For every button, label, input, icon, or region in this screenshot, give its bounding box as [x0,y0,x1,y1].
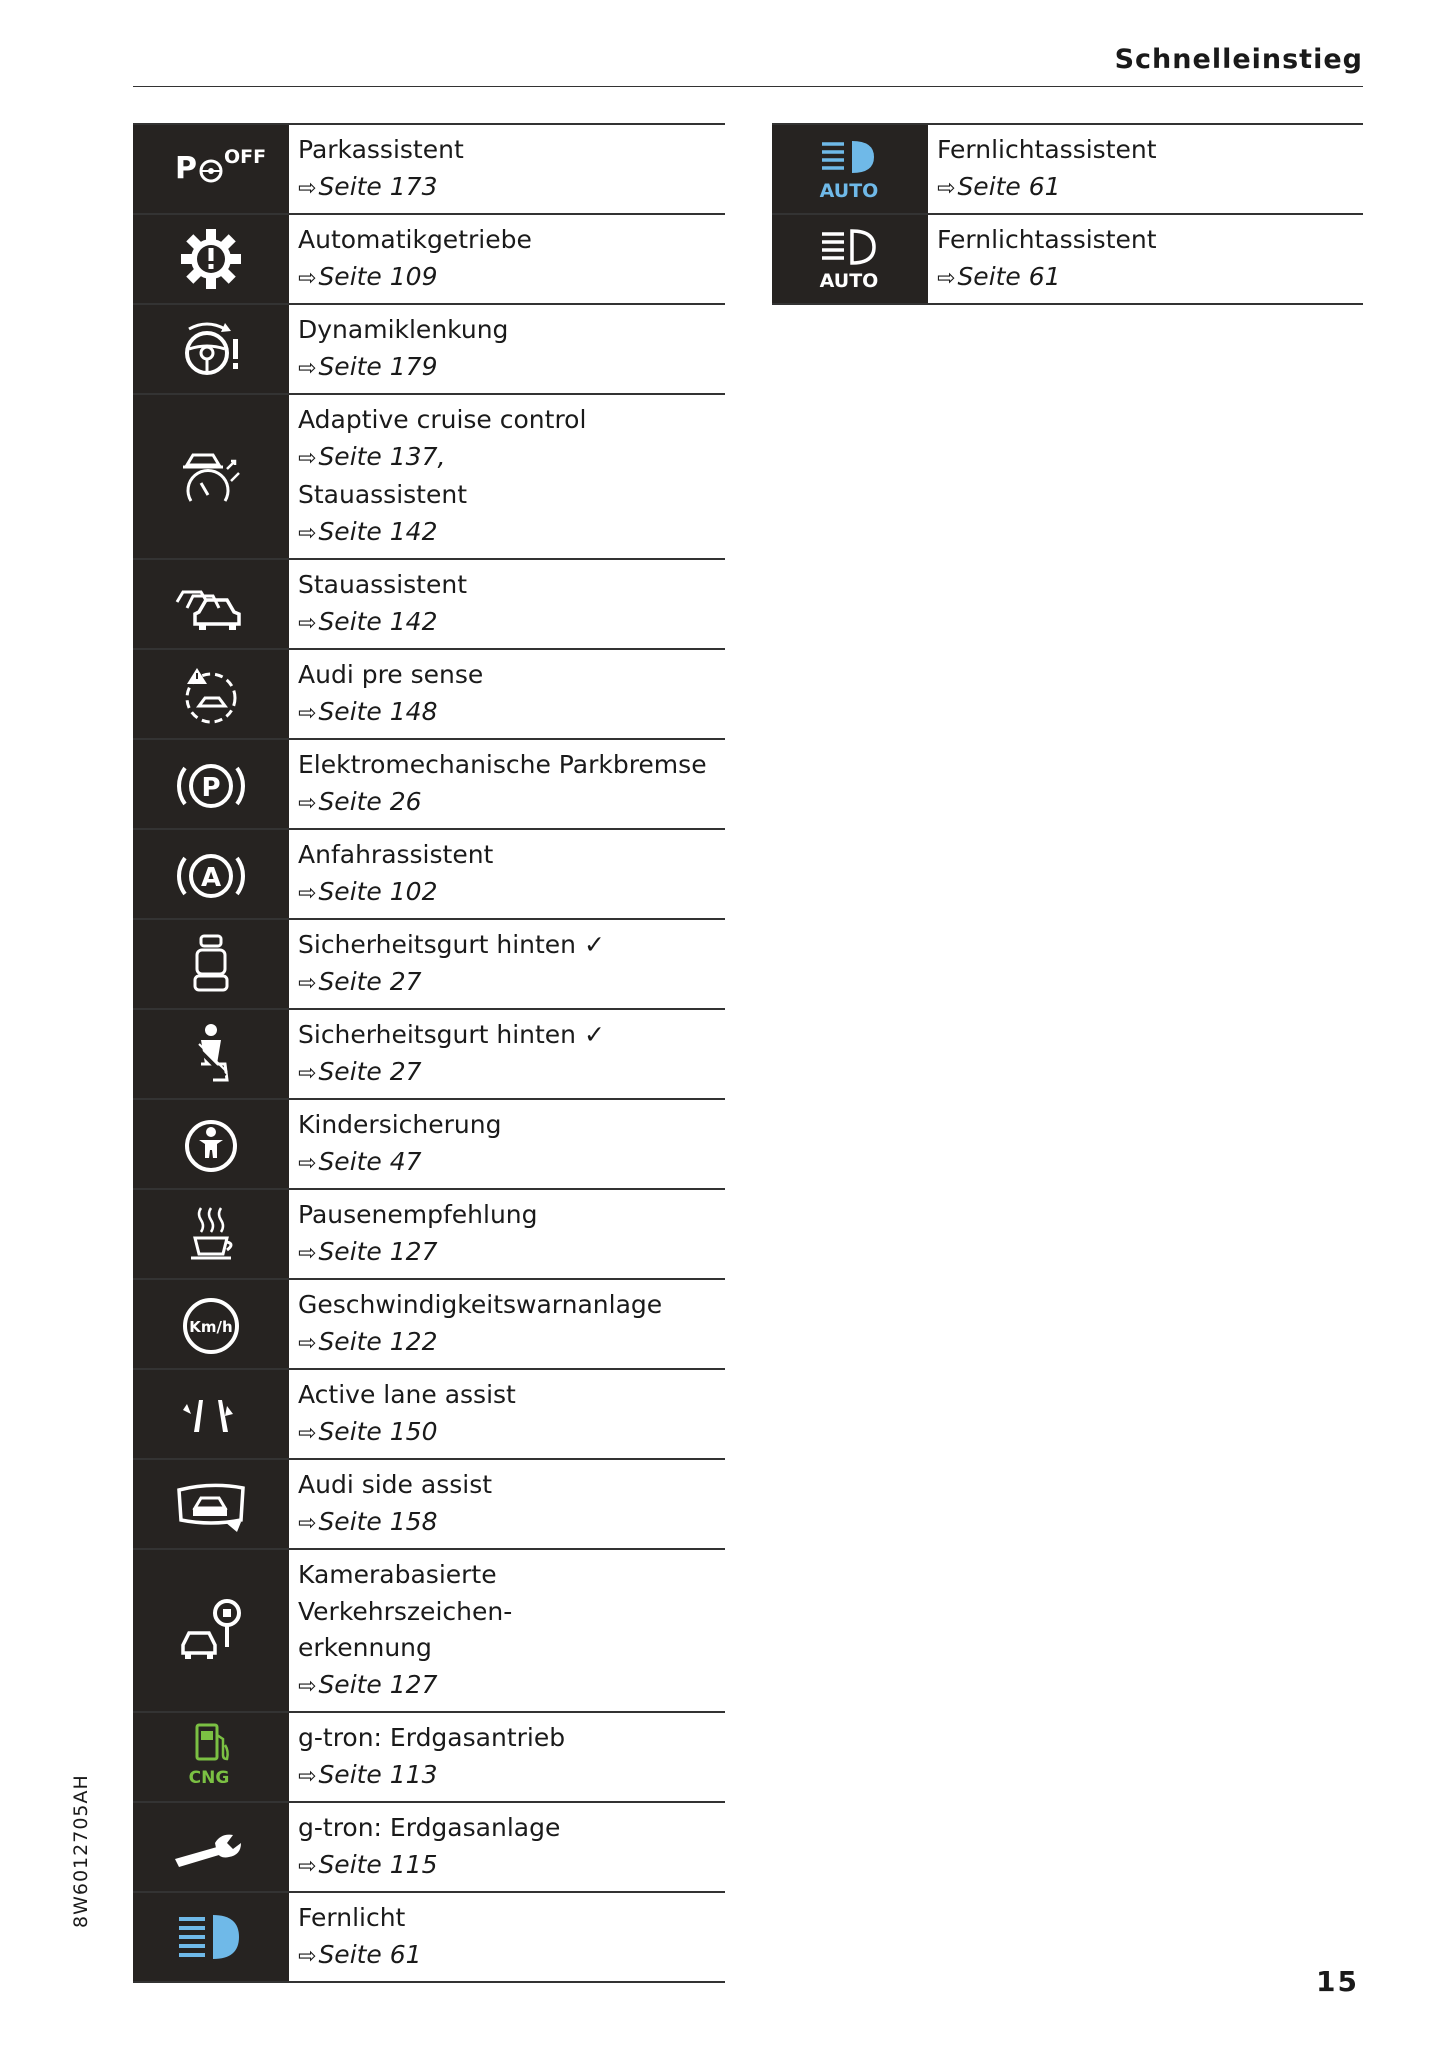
indicator-row [133,1550,725,1713]
high-beam-auto-white-icon [800,219,900,299]
indicator-icon-cell [133,1280,289,1368]
indicator-description [289,1370,524,1458]
indicator-description [289,215,540,303]
indicator-label: Kindersicherung [298,1110,502,1139]
page-reference-text: Seite 158 [318,1506,438,1536]
indicator-row [133,1010,725,1100]
page-reference-text: Seite 27 [318,1056,422,1086]
indicator-row [133,1803,725,1893]
page-reference[interactable] [298,1144,502,1183]
indicator-row [133,740,725,830]
arrow-right-icon: ⇨ [298,355,317,381]
indicator-label: Stauassistent [298,480,468,509]
indicator-icon-cell [133,305,289,393]
indicator-description [289,1190,546,1278]
cng-fuel-icon [161,1717,261,1797]
page-reference-text: Seite 127 [318,1236,438,1266]
arrow-right-icon: ⇨ [298,1240,317,1266]
high-beam-icon [161,1897,261,1977]
svg-text:Km/h: Km/h [189,1318,233,1336]
page-reference[interactable] [298,1234,538,1273]
indicator-label: Adaptive cruise control [298,405,587,434]
svg-text:A: A [200,863,222,893]
indicator-label: Parkassistent [298,135,464,164]
indicator-row [133,830,725,920]
indicator-description [289,650,491,738]
traffic-sign-icon [161,1591,261,1671]
arrow-right-icon: ⇨ [298,1853,317,1879]
indicator-icon-cell [133,1460,289,1548]
indicator-icon-cell [133,1010,289,1098]
arrow-right-icon: ⇨ [298,445,317,471]
page-reference[interactable] [298,784,707,823]
indicator-table-right [772,123,1363,305]
indicator-description [289,920,613,1008]
indicator-label: g-tron: Erdgasantrieb [298,1723,566,1752]
page-reference-text: Seite 142 [318,516,438,546]
page-number: 15 [1316,1965,1359,1998]
section-title: Schnelleinstieg [1114,44,1363,75]
page-reference-text: Seite 179 [318,351,438,381]
indicator-icon-cell [133,1190,289,1278]
page-reference-text: Seite 61 [318,1939,422,1969]
adaptive-cruise-icon [161,437,261,517]
page-reference[interactable] [298,1504,492,1543]
indicator-row [133,1280,725,1370]
indicator-description [289,305,516,393]
indicator-row [133,920,725,1010]
indicator-row [133,1893,725,1983]
indicator-icon-cell [133,740,289,828]
indicator-icon-cell [133,920,289,1008]
side-assist-icon [161,1464,261,1544]
arrow-right-icon: ⇨ [298,175,317,201]
indicator-icon-cell [133,1713,289,1801]
indicator-label: Geschwindigkeitswarnanlage [298,1290,663,1319]
indicator-row [772,125,1363,215]
indicator-row [133,395,725,560]
arrow-right-icon: ⇨ [298,1330,317,1356]
indicator-icon-cell [133,1100,289,1188]
arrow-right-icon: ⇨ [298,790,317,816]
lane-assist-icon [161,1374,261,1454]
page-reference[interactable] [298,1414,516,1453]
pre-sense-icon [161,654,261,734]
indicator-description [289,1550,725,1711]
indicator-icon-cell [772,125,928,213]
indicator-row [133,1190,725,1280]
indicator-label: Fernlichtassistent [937,225,1157,254]
hill-hold-icon [161,834,261,914]
indicator-label: Active lane assist [298,1380,516,1409]
page-reference[interactable] [937,259,1157,298]
indicator-label: Dynamiklenkung [298,315,509,344]
indicator-row [133,1460,725,1550]
high-beam-auto-blue-icon [800,129,900,209]
page-reference-text: Seite 26 [318,786,422,816]
page-reference-text: Seite 115 [318,1849,438,1879]
indicator-icon-cell [133,1550,289,1711]
rear-seat-icon [161,924,261,1004]
indicator-description [289,125,472,213]
indicator-label: Stauassistent [298,570,468,599]
indicator-label: Fernlichtassistent [937,135,1157,164]
indicator-icon-cell [133,1893,289,1981]
arrow-right-icon: ⇨ [298,700,317,726]
svg-text:P: P [175,151,197,186]
arrow-right-icon: ⇨ [298,1943,317,1969]
icon-label: CNG [188,1768,230,1788]
indicator-icon-cell [133,560,289,648]
page-reference[interactable] [298,1937,422,1976]
page-reference-text: Seite 61 [957,261,1061,291]
document-code: 8W6012705AH [70,1774,92,1928]
page-reference-text: Seite 113 [318,1759,438,1789]
indicator-description [289,1010,613,1098]
indicator-row [133,125,725,215]
indicator-description [289,1280,670,1368]
page-reference[interactable] [298,439,586,478]
page-reference-text: Seite 137, [318,441,446,471]
dynamic-steering-icon [161,309,261,389]
seatbelt-icon [161,1014,261,1094]
indicator-label: Anfahrassistent [298,840,494,869]
page-reference[interactable] [298,964,605,1003]
arrow-right-icon: ⇨ [298,610,317,636]
svg-text:P: P [201,773,221,803]
parking-brake-icon [161,744,261,824]
arrow-right-icon: ⇨ [298,1673,317,1699]
indicator-icon-cell [133,395,289,558]
page-reference-text: Seite 102 [318,876,438,906]
indicator-icon-cell [133,125,289,213]
indicator-label: Audi side assist [298,1470,493,1499]
page-reference-text: Seite 142 [318,606,438,636]
page-reference-text: Seite 61 [957,171,1061,201]
gear-warning-icon [161,219,261,299]
indicator-row [133,560,725,650]
indicator-description [289,830,501,918]
indicator-icon-cell [133,1803,289,1891]
wrench-icon [161,1807,261,1887]
indicator-description [289,1713,573,1801]
page-reference[interactable] [298,514,586,553]
arrow-right-icon: ⇨ [298,970,317,996]
page-reference[interactable] [298,1757,565,1796]
indicator-description [928,125,1165,213]
indicator-label: g-tron: Erdgasanlage [298,1813,561,1842]
page-reference-text: Seite 173 [318,171,438,201]
page-reference-text: Seite 27 [318,966,422,996]
child-lock-icon [161,1104,261,1184]
page-reference[interactable] [298,1847,560,1886]
svg-text:OFF: OFF [224,146,267,168]
page-reference[interactable] [298,1667,717,1706]
page-reference[interactable] [298,1054,605,1093]
arrow-right-icon: ⇨ [937,175,956,201]
indicator-description [289,1100,510,1188]
indicator-description [289,1893,430,1981]
indicator-icon-cell [133,830,289,918]
indicator-row [133,1713,725,1803]
page-reference[interactable] [298,169,464,208]
header-rule [133,86,1363,87]
arrow-right-icon: ⇨ [298,1420,317,1446]
page-reference-text: Seite 122 [318,1326,438,1356]
park-assist-off-icon [161,129,267,209]
icon-label: AUTO [819,180,879,202]
indicator-label: Elektromechanische Parkbremse [298,750,707,779]
indicator-description [289,560,475,648]
indicator-row [133,305,725,395]
page-reference-text: Seite 150 [318,1416,438,1446]
indicator-row [133,1370,725,1460]
page-reference-text: Seite 127 [318,1669,438,1699]
indicator-label: Fernlicht [298,1903,406,1932]
arrow-right-icon: ⇨ [937,265,956,291]
page-reference-text: Seite 47 [318,1146,422,1176]
indicator-row [133,1100,725,1190]
indicator-description [289,1460,500,1548]
arrow-right-icon: ⇨ [298,520,317,546]
arrow-right-icon: ⇨ [298,1150,317,1176]
indicator-description [289,395,594,558]
indicator-row [772,215,1363,305]
page-reference[interactable] [298,1324,662,1363]
indicator-icon-cell [133,1370,289,1458]
indicator-label: erkennung [298,1633,432,1662]
indicator-label: Automatikgetriebe [298,225,532,254]
page-reference[interactable] [298,259,532,298]
indicator-label: Sicherheitsgurt hinten ✓ [298,930,605,959]
arrow-right-icon: ⇨ [298,880,317,906]
indicator-label: Kamerabasierte Verkehrszeichen- [298,1560,513,1626]
arrow-right-icon: ⇨ [298,1763,317,1789]
indicator-description [289,740,715,828]
indicator-description [289,1803,568,1891]
page-reference[interactable] [298,604,467,643]
indicator-label: Pausenempfehlung [298,1200,538,1229]
indicator-row [133,650,725,740]
indicator-row [133,215,725,305]
coffee-cup-icon [161,1194,261,1274]
speed-warning-icon [161,1284,261,1364]
arrow-right-icon: ⇨ [298,1060,317,1086]
page-reference-text: Seite 148 [318,696,438,726]
traffic-jam-icon [161,564,261,644]
indicator-label: Audi pre sense [298,660,484,689]
indicator-icon-cell [133,215,289,303]
indicator-description [928,215,1165,303]
indicator-icon-cell [772,215,928,303]
indicator-label: Sicherheitsgurt hinten ✓ [298,1020,605,1049]
page-reference[interactable] [298,349,508,388]
page-reference[interactable] [298,694,483,733]
indicator-table-left [133,123,725,1983]
icon-label: AUTO [819,270,879,292]
page-reference[interactable] [298,874,493,913]
indicator-icon-cell [133,650,289,738]
arrow-right-icon: ⇨ [298,1510,317,1536]
page-reference-text: Seite 109 [318,261,438,291]
page-reference[interactable] [937,169,1157,208]
arrow-right-icon: ⇨ [298,265,317,291]
